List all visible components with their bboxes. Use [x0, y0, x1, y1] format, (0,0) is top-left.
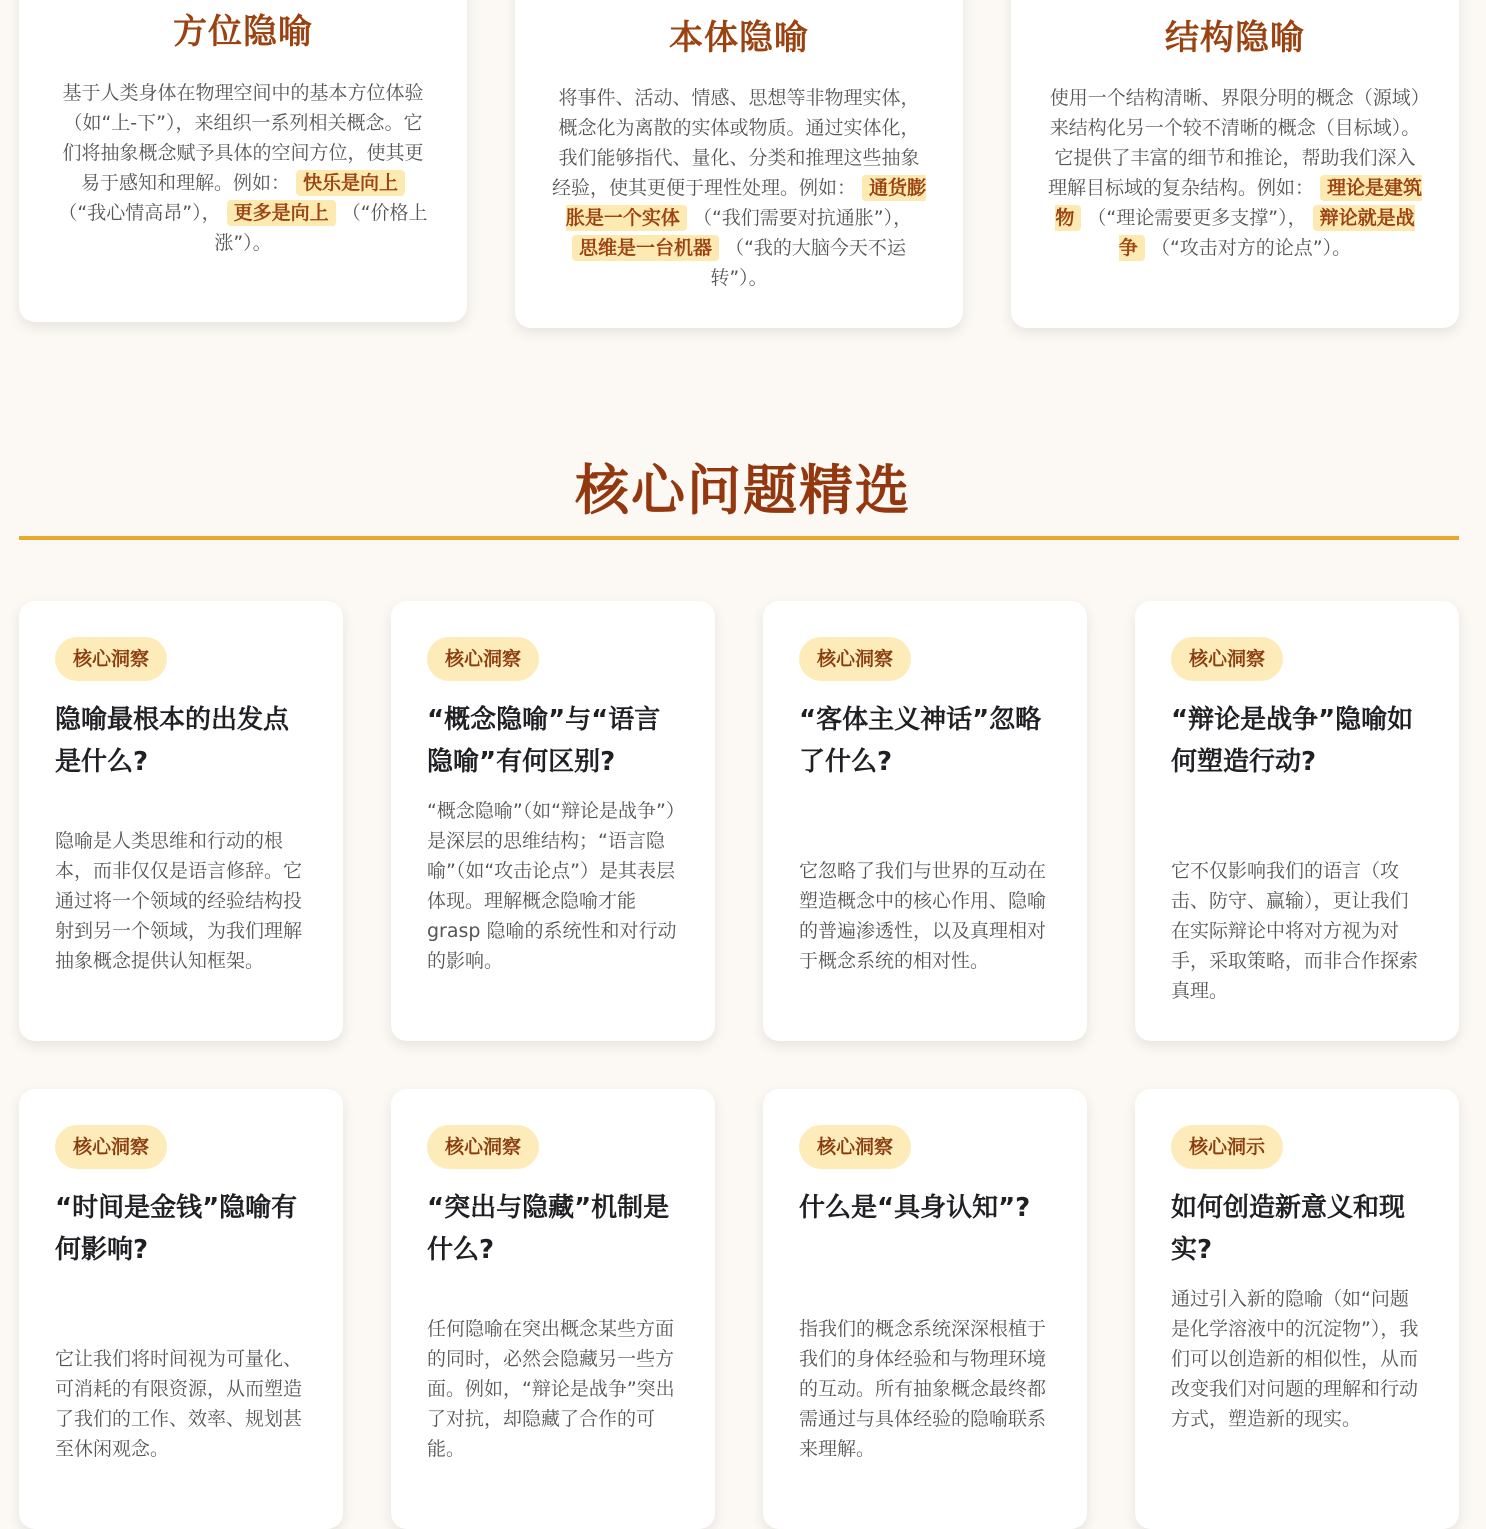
insight-badge: 核心洞察 — [1171, 637, 1283, 681]
example-highlight: 快乐是向上 — [296, 170, 405, 196]
description-text: 基于人类身体在物理空间中的基本方位体验（如“上-下”），来组织一系列相关概念。它们将抽象概念赋予具体的空间方位，使其更易于感知和理解。例如： — [62, 82, 424, 194]
question-card[interactable] — [391, 601, 715, 1041]
metaphor-card-description — [551, 83, 927, 293]
example-gloss: （“我们需要对抗通胀”）， — [692, 207, 913, 229]
section-divider — [19, 536, 1459, 540]
metaphor-card-ontological — [515, 0, 963, 328]
example-highlight: 辩论就是战争 — [1118, 207, 1415, 259]
metaphor-card-title: 本体隐喻 — [669, 18, 809, 58]
question-answer: 任何隐喻在突出概念某些方面的同时，必然会隐藏另一些方面。例如，“辩论是战争”突出了对抗，却隐藏了合作的可能。 — [427, 1318, 675, 1460]
question-card[interactable] — [1135, 601, 1459, 1041]
question-answer: 通过引入新的隐喻（如“问题是化学溶液中的沉淀物”），我们可以创造新的相似性，从而改变我们对问题的理解和行动方式，塑造新的现实。 — [1171, 1288, 1419, 1430]
insight-badge: 核心洞察 — [799, 637, 911, 681]
example-highlight: 思维是一台机器 — [572, 235, 719, 261]
question-title: 隐喻最根本的出发点是什么? — [55, 705, 290, 777]
question-card[interactable] — [1135, 1089, 1459, 1529]
insight-badge: 核心洞察 — [427, 1125, 539, 1169]
question-title: “概念隐喻”与“语言隐喻”有何区别? — [427, 705, 661, 777]
question-answer: 它忽略了我们与世界的互动在塑造概念中的核心作用、隐喻的普遍渗透性，以及真理相对于概念系统的相对性。 — [799, 860, 1047, 972]
question-answer: 指我们的概念系统深深根植于我们的身体经验和与物理环境的互动。所有抽象概念最终都需通过与具体经验的隐喻联系来理解。 — [799, 1318, 1047, 1460]
question-card[interactable] — [391, 1089, 715, 1529]
insight-badge: 核心洞察 — [799, 1125, 911, 1169]
metaphor-card-structural — [1011, 0, 1459, 328]
example-gloss: （“我的大脑今天不运转”）。 — [710, 237, 906, 289]
example-highlight: 更多是向上 — [227, 200, 336, 226]
question-answer: 它不仅影响我们的语言（攻击、防守、赢输），更让我们在实际辩论中将对方视为对手，采取策略，而非合作探索真理。 — [1171, 860, 1419, 1002]
question-card[interactable] — [763, 601, 1087, 1041]
question-title: “辩论是战争”隐喻如何塑造行动? — [1171, 705, 1414, 777]
example-gloss: （“价格上涨”）。 — [214, 202, 428, 254]
insight-badge: 核心洞示 — [1171, 1125, 1283, 1169]
example-highlight: 通货膨胀是一个实体 — [565, 177, 927, 229]
question-card[interactable] — [19, 601, 343, 1041]
insight-badge: 核心洞察 — [55, 637, 167, 681]
question-title: “突出与隐藏”机制是什么? — [427, 1193, 670, 1265]
metaphor-card-title: 结构隐喻 — [1165, 18, 1305, 58]
question-title: “客体主义神话”忽略了什么? — [799, 705, 1042, 777]
metaphor-card-orientational — [19, 0, 467, 322]
example-highlight: 理论是建筑物 — [1055, 177, 1423, 229]
metaphor-card-description — [1047, 83, 1423, 263]
section-title: 核心问题精选 — [575, 459, 911, 522]
metaphor-card-description — [55, 78, 431, 258]
example-gloss: （“理论需要更多支撑”）， — [1087, 207, 1307, 229]
description-text: 将事件、活动、情感、思想等非物理实体，概念化为离散的实体或物质。通过实体化，我们能够指代、量化、分类和推理这些抽象经验，使其更便于理性处理。例如： — [551, 87, 920, 199]
question-card[interactable] — [19, 1089, 343, 1529]
metaphor-card-title: 方位隐喻 — [173, 12, 313, 52]
example-gloss: （“我心情高昂”）， — [58, 202, 221, 224]
question-title: “时间是金钱”隐喻有何影响? — [55, 1193, 298, 1265]
insight-badge: 核心洞察 — [55, 1125, 167, 1169]
question-title: 什么是“具身认知”? — [799, 1193, 1031, 1223]
question-title: 如何创造新意义和现实? — [1171, 1193, 1406, 1265]
description-text: 使用一个结构清晰、界限分明的概念（源域）来结构化另一个较不清晰的概念（目标域）。它提供了丰富的细节和推论，帮助我们深入理解目标域的复杂结构。例如： — [1047, 87, 1421, 199]
example-gloss: （“攻击对方的论点”）。 — [1150, 237, 1352, 259]
question-answer: 它让我们将时间视为可量化、可消耗的有限资源，从而塑造了我们的工作、效率、规划甚至休闲观念。 — [55, 1348, 303, 1460]
question-answer: 隐喻是人类思维和行动的根本，而非仅仅是语言修辞。它通过将一个领域的经验结构投射到另一个领域，为我们理解抽象概念提供认知框架。 — [55, 830, 303, 972]
question-card[interactable] — [763, 1089, 1087, 1529]
insight-badge: 核心洞察 — [427, 637, 539, 681]
question-answer: “概念隐喻”（如“辩论是战争”）是深层的思维结构；“语言隐喻”（如“攻击论点”）是其表层体现。理解概念隐喻才能 grasp 隐喻的系统性和对行动的影响。 — [427, 800, 677, 972]
